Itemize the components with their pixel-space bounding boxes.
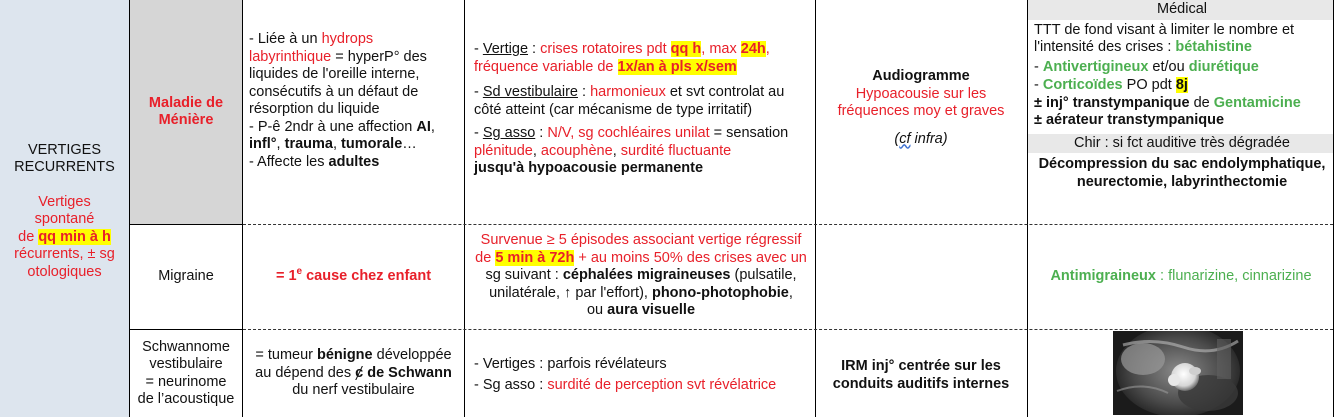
category-description: Vertiges spontané de qq min à h récurrents, ± sg otologiques bbox=[14, 193, 115, 280]
meniere-treatment: Médical TTT de fond visant à limiter le nombre et l'intensité des crises : bétahistine - Antivertigineux et/ou diurétique - Corticoïdes PO pdt 8j ± inj° transtympanique de Gentamicine ± aérateur transtympanique Chir : si fct auditive très dégradée Décompression du sac endolymphatique, neurectomie, labyrinthectomie bbox=[1034, 3, 1330, 191]
migraine-name: Migraine bbox=[158, 268, 214, 285]
chir-header: Chir : si fct auditive très dégradée bbox=[1028, 134, 1334, 154]
grid-line bbox=[129, 0, 130, 417]
grid-line bbox=[243, 224, 1333, 225]
schwannome-name: Schwannome vestibulaire = neurinome de l’acoustique bbox=[137, 338, 235, 407]
schwannome-clinic: - Vertiges : parfois révélateurs - Sg asso : surdité de perception svt révélatrice bbox=[474, 356, 777, 393]
category-title: VERTIGES RECURRENTS bbox=[14, 141, 115, 176]
migraine-definition: = $1^e$ cause chez enfant bbox=[275, 266, 432, 285]
medical-header: Médical bbox=[1028, 0, 1334, 20]
grid-line bbox=[243, 329, 1333, 330]
migraine-clinic: Survenue ≥ 5 épisodes associant vertige régressif de 5 min à 72h + au moins 50% des crises avec un sg suivant : céphalées migraineuses (pulsatile, unilatérale, ↑ par l'effort), phono-photophobie, ou aura visuelle bbox=[475, 232, 807, 318]
grid-line bbox=[130, 329, 243, 330]
meniere-name: Maladie de Ménière bbox=[148, 94, 224, 128]
grid-line bbox=[130, 224, 243, 225]
schwannome-exam: IRM inj° centrée sur les conduits auditifs internes bbox=[832, 358, 1010, 392]
mri-scan-graphic bbox=[1113, 331, 1243, 415]
meniere-exam: Audiogramme Hypoacousie sur les fréquences moy et graves (cf infra) bbox=[837, 68, 1005, 147]
mri-scan-image bbox=[1113, 331, 1243, 415]
category-cell bbox=[0, 0, 129, 417]
meniere-definition: - Liée à un hydrops labyrinthique = hyperP° des liquides de l'oreille interne, consécutifs à un défaut de résorption du liquide - P-ê 2ndr à une affection AI, infl°, trauma, tumorale… - Affecte les adultes bbox=[249, 31, 435, 170]
schwannome-definition: = tumeur bénigne développée au dépend des ȼ de Schwann du nerf vestibulaire bbox=[255, 347, 452, 398]
meniere-name-cell bbox=[130, 0, 242, 224]
grid-line bbox=[815, 0, 816, 417]
grid-line bbox=[464, 0, 465, 417]
grid-line bbox=[242, 0, 243, 417]
grid-line bbox=[1027, 0, 1028, 417]
migraine-treatment: Antimigraineux : flunarizine, cinnarizine bbox=[1050, 268, 1312, 285]
meniere-clinic: - Vertige : crises rotatoires pdt qq h, max 24h, fréquence variable de 1x/an à pls x/sem - Sd vestibulaire : harmonieux et svt controlat au côté atteint (car mécanisme de type irritatif) - Sg asso : N/V, sg cochléaires unilat = sensation plénitude, acouphène, surdité fluctuante jusqu'à hypoacousie permanente bbox=[474, 41, 789, 176]
